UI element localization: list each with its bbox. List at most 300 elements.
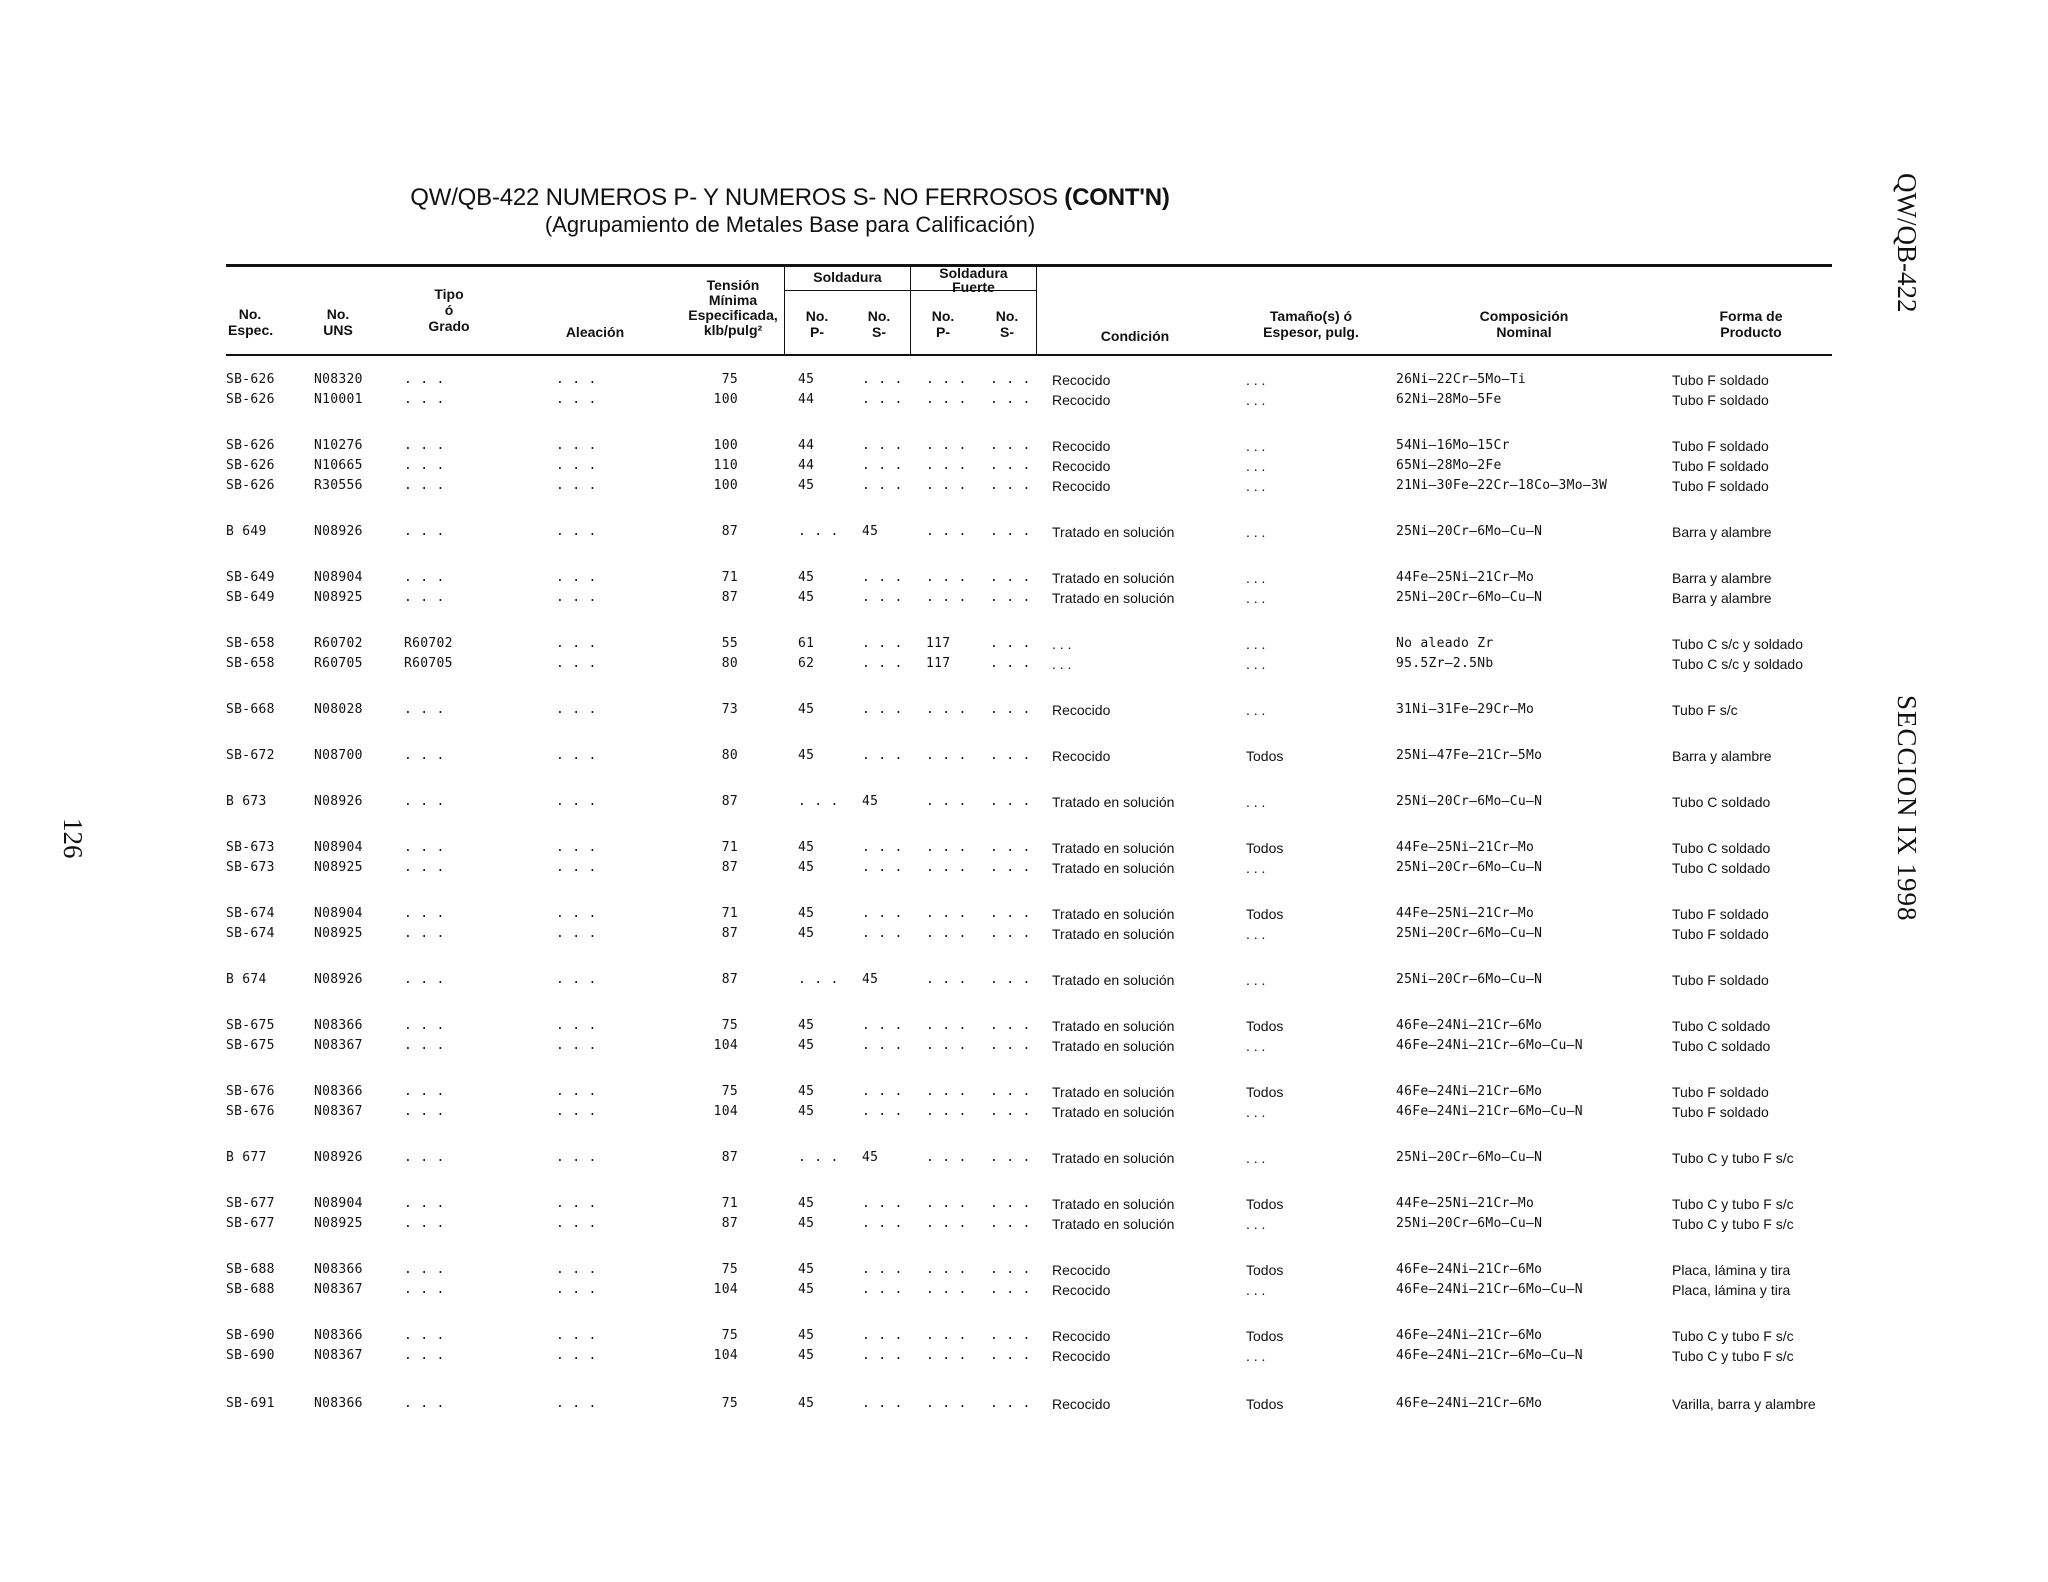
cell-sold-p: 45 [798, 1104, 815, 1119]
cell-fuerte-p: . . . [926, 906, 967, 921]
header-tension: Tensión Mínima Especificada, klb/pulg² [688, 277, 778, 338]
header-condicion: Condición [1100, 328, 1170, 344]
cell-spec: SB-672 [226, 748, 275, 763]
cell-tipo: R60705 [404, 656, 453, 671]
cell-composicion: 21Ni–30Fe–22Cr–18Co–3Mo–3W [1396, 478, 1608, 493]
cell-aleacion: . . . [556, 1196, 597, 1211]
cell-condicion: Recocido [1052, 1262, 1111, 1278]
cell-uns: N08700 [314, 748, 363, 763]
cell-fuerte-p: . . . [926, 524, 967, 539]
cell-composicion: 44Fe–25Ni–21Cr–Mo [1396, 1196, 1535, 1211]
header-fuerte-no-s: No. S- [995, 308, 1019, 340]
cell-uns: N08366 [314, 1328, 363, 1343]
header-sold-no-p: No. P- [805, 308, 829, 340]
cell-composicion: 54Ni–16Mo–15Cr [1396, 438, 1510, 453]
cell-sold-p: 45 [798, 478, 815, 493]
cell-aleacion: . . . [556, 1348, 597, 1363]
cell-fuerte-s: . . . [990, 1084, 1031, 1099]
cell-fuerte-s: . . . [990, 524, 1031, 539]
cell-tension: 75 [721, 372, 738, 387]
cell-aleacion: . . . [556, 372, 597, 387]
cell-condicion: Tratado en solución [1052, 1084, 1175, 1100]
header-no-uns: No. UNS [323, 306, 353, 338]
cell-spec: SB-690 [226, 1328, 275, 1343]
cell-fuerte-s: . . . [990, 1396, 1031, 1411]
cell-fuerte-s: . . . [990, 570, 1031, 585]
cell-sold-s: . . . [862, 478, 903, 493]
cell-tipo: . . . [404, 1150, 445, 1165]
cell-tipo: . . . [404, 926, 445, 941]
cell-tension: 87 [721, 1150, 738, 1165]
cell-condicion: Tratado en solución [1052, 1104, 1175, 1120]
cell-condicion: Tratado en solución [1052, 794, 1175, 810]
cell-tension: 75 [721, 1396, 738, 1411]
cell-uns: N08366 [314, 1262, 363, 1277]
cell-uns: N08925 [314, 926, 363, 941]
cell-tipo: . . . [404, 1282, 445, 1297]
cell-forma: Tubo C s/c y soldado [1672, 656, 1803, 672]
cell-tamano: Todos [1246, 1084, 1284, 1100]
cell-tipo: . . . [404, 1038, 445, 1053]
cell-aleacion: . . . [556, 1018, 597, 1033]
cell-composicion: No aleado Zr [1396, 636, 1494, 651]
cell-uns: N08028 [314, 702, 363, 717]
cell-fuerte-s: . . . [990, 438, 1031, 453]
cell-condicion: Tratado en solución [1052, 926, 1175, 942]
cell-fuerte-s: . . . [990, 656, 1031, 671]
cell-forma: Tubo C y tubo F s/c [1672, 1150, 1794, 1166]
soldadura-divider-right [1036, 265, 1037, 355]
cell-sold-p: 45 [798, 590, 815, 605]
cell-tamano: Todos [1246, 1018, 1284, 1034]
cell-spec: B 649 [226, 524, 267, 539]
cell-tipo: . . . [404, 702, 445, 717]
cell-spec: SB-626 [226, 438, 275, 453]
header-sold-no-s: No. S- [867, 308, 891, 340]
cell-tension: 73 [721, 702, 738, 717]
cell-condicion: Recocido [1052, 748, 1111, 764]
cell-composicion: 26Ni–22Cr–5Mo–Ti [1396, 372, 1527, 387]
cell-fuerte-s: . . . [990, 840, 1031, 855]
cell-spec: SB-626 [226, 392, 275, 407]
cell-uns: N08367 [314, 1282, 363, 1297]
cell-aleacion: . . . [556, 392, 597, 407]
cell-sold-p: 45 [798, 1282, 815, 1297]
page-title [0, 184, 1580, 212]
cell-tipo: . . . [404, 1396, 445, 1411]
cell-tipo: . . . [404, 1018, 445, 1033]
cell-sold-s: . . . [862, 926, 903, 941]
cell-tension: 100 [713, 438, 738, 453]
cell-spec: SB-690 [226, 1348, 275, 1363]
cell-fuerte-s: . . . [990, 794, 1031, 809]
cell-fuerte-s: . . . [990, 478, 1031, 493]
cell-uns: R30556 [314, 478, 363, 493]
cell-fuerte-s: . . . [990, 1038, 1031, 1053]
cell-sold-s: . . . [862, 570, 903, 585]
cell-forma: Tubo F soldado [1672, 372, 1769, 388]
cell-sold-s: . . . [862, 702, 903, 717]
cell-sold-p: 45 [798, 1084, 815, 1099]
cell-fuerte-s: . . . [990, 1262, 1031, 1277]
cell-spec: SB-668 [226, 702, 275, 717]
cell-forma: Barra y alambre [1672, 748, 1772, 764]
cell-forma: Tubo F s/c [1672, 702, 1738, 718]
cell-composicion: 62Ni–28Mo–5Fe [1396, 392, 1502, 407]
cell-forma: Tubo F soldado [1672, 438, 1769, 454]
cell-uns: N08367 [314, 1038, 363, 1053]
cell-spec: SB-677 [226, 1216, 275, 1231]
cell-composicion: 44Fe–25Ni–21Cr–Mo [1396, 840, 1535, 855]
cell-aleacion: . . . [556, 1262, 597, 1277]
cell-sold-s: . . . [862, 748, 903, 763]
cell-sold-s: . . . [862, 1216, 903, 1231]
cell-sold-p: 45 [798, 906, 815, 921]
cell-aleacion: . . . [556, 1084, 597, 1099]
cell-sold-p: . . . [798, 972, 839, 987]
cell-forma: Barra y alambre [1672, 524, 1772, 540]
cell-tamano: . . . [1246, 1038, 1266, 1054]
cell-tension: 100 [713, 392, 738, 407]
cell-forma: Tubo C soldado [1672, 794, 1771, 810]
cell-tension: 80 [721, 748, 738, 763]
side-code-label: QW/QB-422 [1892, 173, 1922, 313]
cell-condicion: Recocido [1052, 1282, 1111, 1298]
cell-composicion: 25Ni–20Cr–6Mo–Cu–N [1396, 972, 1543, 987]
title-main: QW/QB-422 NUMEROS P- Y NUMEROS S- NO FERROSOS [410, 184, 1058, 211]
cell-condicion: Recocido [1052, 478, 1111, 494]
cell-condicion: Tratado en solución [1052, 906, 1175, 922]
cell-sold-s: . . . [862, 1196, 903, 1211]
cell-uns: N08366 [314, 1084, 363, 1099]
cell-spec: B 677 [226, 1150, 267, 1165]
cell-spec: SB-658 [226, 656, 275, 671]
header-tipo-grado: Tipo ó Grado [428, 286, 470, 334]
cell-composicion: 46Fe–24Ni–21Cr–6Mo [1396, 1018, 1543, 1033]
cell-aleacion: . . . [556, 458, 597, 473]
cell-tamano: . . . [1246, 570, 1266, 586]
cell-sold-s: . . . [862, 1038, 903, 1053]
cell-tamano: . . . [1246, 794, 1266, 810]
cell-forma: Tubo C y tubo F s/c [1672, 1196, 1794, 1212]
cell-condicion: Tratado en solución [1052, 1150, 1175, 1166]
cell-aleacion: . . . [556, 1150, 597, 1165]
cell-tamano: . . . [1246, 1150, 1266, 1166]
cell-uns: N08926 [314, 972, 363, 987]
cell-aleacion: . . . [556, 636, 597, 651]
cell-fuerte-p: 117 [926, 656, 951, 671]
cell-tension: 55 [721, 636, 738, 651]
cell-tipo: . . . [404, 860, 445, 875]
cell-tamano: . . . [1246, 438, 1266, 454]
cell-tamano: . . . [1246, 926, 1266, 942]
cell-composicion: 25Ni–20Cr–6Mo–Cu–N [1396, 590, 1543, 605]
cell-tension: 100 [713, 478, 738, 493]
cell-tamano: Todos [1246, 1396, 1284, 1412]
cell-sold-p: 45 [798, 1196, 815, 1211]
cell-sold-p: 44 [798, 458, 815, 473]
cell-tipo: . . . [404, 840, 445, 855]
cell-tamano: . . . [1246, 392, 1266, 408]
cell-forma: Tubo C y tubo F s/c [1672, 1328, 1794, 1344]
cell-fuerte-p: . . . [926, 926, 967, 941]
cell-spec: SB-673 [226, 860, 275, 875]
cell-tipo: . . . [404, 1328, 445, 1343]
cell-condicion: Tratado en solución [1052, 524, 1175, 540]
cell-composicion: 65Ni–28Mo–2Fe [1396, 458, 1502, 473]
cell-uns: N08925 [314, 860, 363, 875]
cell-tipo: . . . [404, 1196, 445, 1211]
cell-sold-s: . . . [862, 840, 903, 855]
cell-forma: Tubo F soldado [1672, 972, 1769, 988]
cell-tension: 87 [721, 1216, 738, 1231]
cell-sold-p: 45 [798, 702, 815, 717]
cell-sold-s: 45 [862, 524, 879, 539]
cell-aleacion: . . . [556, 926, 597, 941]
header-no-espec: No. Espec. [228, 306, 274, 338]
cell-composicion: 46Fe–24Ni–21Cr–6Mo–Cu–N [1396, 1104, 1583, 1119]
cell-tension: 87 [721, 590, 738, 605]
cell-fuerte-p: . . . [926, 972, 967, 987]
cell-uns: N08366 [314, 1396, 363, 1411]
cell-aleacion: . . . [556, 524, 597, 539]
cell-condicion: Tratado en solución [1052, 860, 1175, 876]
cell-fuerte-s: . . . [990, 1328, 1031, 1343]
cell-aleacion: . . . [556, 906, 597, 921]
cell-condicion: . . . [1052, 636, 1072, 652]
cell-composicion: 46Fe–24Ni–21Cr–6Mo [1396, 1262, 1543, 1277]
cell-fuerte-p: . . . [926, 794, 967, 809]
cell-uns: N10001 [314, 392, 363, 407]
cell-tension: 80 [721, 656, 738, 671]
cell-sold-p: 62 [798, 656, 815, 671]
cell-sold-p: 45 [798, 860, 815, 875]
cell-composicion: 46Fe–24Ni–21Cr–6Mo [1396, 1328, 1543, 1343]
cell-sold-s: . . . [862, 1018, 903, 1033]
cell-uns: N08925 [314, 590, 363, 605]
cell-condicion: Recocido [1052, 458, 1111, 474]
cell-condicion: Tratado en solución [1052, 1196, 1175, 1212]
cell-forma: Tubo F soldado [1672, 478, 1769, 494]
cell-tipo: . . . [404, 1262, 445, 1277]
cell-sold-s: . . . [862, 458, 903, 473]
cell-spec: B 673 [226, 794, 267, 809]
cell-forma: Tubo F soldado [1672, 458, 1769, 474]
cell-fuerte-p: . . . [926, 1038, 967, 1053]
cell-forma: Tubo C soldado [1672, 1038, 1771, 1054]
cell-uns: N08904 [314, 1196, 363, 1211]
cell-fuerte-p: . . . [926, 860, 967, 875]
cell-spec: SB-674 [226, 926, 275, 941]
cell-tamano: Todos [1246, 840, 1284, 856]
cell-composicion: 46Fe–24Ni–21Cr–6Mo–Cu–N [1396, 1282, 1583, 1297]
cell-composicion: 25Ni–20Cr–6Mo–Cu–N [1396, 926, 1543, 941]
cell-fuerte-p: 117 [926, 636, 951, 651]
cell-tension: 104 [713, 1282, 738, 1297]
cell-composicion: 31Ni–31Fe–29Cr–Mo [1396, 702, 1535, 717]
cell-forma: Tubo F soldado [1672, 1104, 1769, 1120]
cell-uns: N08904 [314, 570, 363, 585]
cell-sold-s: . . . [862, 1084, 903, 1099]
cell-uns: N08904 [314, 840, 363, 855]
cell-sold-p: . . . [798, 794, 839, 809]
cell-tipo: . . . [404, 748, 445, 763]
cell-tension: 71 [721, 1196, 738, 1211]
cell-fuerte-p: . . . [926, 590, 967, 605]
cell-sold-s: . . . [862, 1328, 903, 1343]
cell-tension: 104 [713, 1104, 738, 1119]
cell-tamano: . . . [1246, 1216, 1266, 1232]
cell-tamano: Todos [1246, 1196, 1284, 1212]
cell-uns: N10665 [314, 458, 363, 473]
cell-tension: 71 [721, 906, 738, 921]
cell-uns: N08904 [314, 906, 363, 921]
cell-fuerte-s: . . . [990, 906, 1031, 921]
cell-fuerte-p: . . . [926, 1104, 967, 1119]
cell-sold-s: . . . [862, 636, 903, 651]
cell-fuerte-p: . . . [926, 1396, 967, 1411]
header-composicion: Composición Nominal [1479, 308, 1569, 340]
cell-sold-p: 44 [798, 392, 815, 407]
cell-aleacion: . . . [556, 1104, 597, 1119]
cell-fuerte-s: . . . [990, 1348, 1031, 1363]
cell-tipo: . . . [404, 1348, 445, 1363]
cell-aleacion: . . . [556, 972, 597, 987]
cell-sold-p: 45 [798, 748, 815, 763]
cell-forma: Placa, lámina y tira [1672, 1282, 1791, 1298]
cell-sold-s: 45 [862, 794, 879, 809]
cell-uns: N08320 [314, 372, 363, 387]
side-section-label: SECCION IX 1998 [1892, 695, 1922, 922]
cell-fuerte-s: . . . [990, 1018, 1031, 1033]
cell-condicion: Tratado en solución [1052, 840, 1175, 856]
cell-uns: N08926 [314, 794, 363, 809]
cell-fuerte-s: . . . [990, 1282, 1031, 1297]
cell-sold-s: . . . [862, 1262, 903, 1277]
cell-composicion: 95.5Zr–2.5Nb [1396, 656, 1494, 671]
cell-tipo: . . . [404, 906, 445, 921]
cell-sold-p: 45 [798, 570, 815, 585]
cell-sold-p: . . . [798, 524, 839, 539]
cell-spec: SB-676 [226, 1084, 275, 1099]
header-rule-bottom [226, 354, 1832, 356]
cell-forma: Varilla, barra y alambre [1672, 1396, 1816, 1412]
cell-sold-s: 45 [862, 972, 879, 987]
cell-forma: Tubo F soldado [1672, 1084, 1769, 1100]
header-soldadura-fuerte: Soldadura Fuerte [939, 265, 1008, 295]
cell-fuerte-s: . . . [990, 926, 1031, 941]
cell-spec: SB-677 [226, 1196, 275, 1211]
cell-composicion: 46Fe–24Ni–21Cr–6Mo [1396, 1396, 1543, 1411]
cell-sold-p: 45 [798, 1328, 815, 1343]
cell-fuerte-s: . . . [990, 458, 1031, 473]
cell-aleacion: . . . [556, 438, 597, 453]
cell-tipo: . . . [404, 570, 445, 585]
cell-sold-s: . . . [862, 1104, 903, 1119]
cell-sold-p: 45 [798, 926, 815, 941]
cell-uns: R60702 [314, 636, 363, 651]
cell-aleacion: . . . [556, 1328, 597, 1343]
cell-fuerte-s: . . . [990, 372, 1031, 387]
cell-condicion: Tratado en solución [1052, 1216, 1175, 1232]
cell-tension: 104 [713, 1038, 738, 1053]
cell-fuerte-s: . . . [990, 636, 1031, 651]
cell-tension: 104 [713, 1348, 738, 1363]
cell-fuerte-p: . . . [926, 1262, 967, 1277]
cell-aleacion: . . . [556, 656, 597, 671]
cell-sold-s: . . . [862, 1282, 903, 1297]
cell-forma: Placa, lámina y tira [1672, 1262, 1791, 1278]
cell-fuerte-p: . . . [926, 372, 967, 387]
page-subtitle: (Agrupamiento de Metales Base para Calificación) [544, 212, 1036, 237]
cell-composicion: 44Fe–25Ni–21Cr–Mo [1396, 570, 1535, 585]
cell-tamano: . . . [1246, 458, 1266, 474]
cell-sold-p: 45 [798, 1396, 815, 1411]
cell-sold-s: . . . [862, 392, 903, 407]
cell-tipo: R60702 [404, 636, 453, 651]
cell-tension: 71 [721, 570, 738, 585]
cell-tipo: . . . [404, 478, 445, 493]
cell-tamano: Todos [1246, 906, 1284, 922]
cell-spec: B 674 [226, 972, 267, 987]
cell-tension: 87 [721, 524, 738, 539]
cell-sold-p: 45 [798, 1348, 815, 1363]
cell-tension: 75 [721, 1084, 738, 1099]
cell-tamano: . . . [1246, 1104, 1266, 1120]
cell-sold-s: . . . [862, 590, 903, 605]
cell-fuerte-s: . . . [990, 748, 1031, 763]
cell-composicion: 25Ni–20Cr–6Mo–Cu–N [1396, 794, 1543, 809]
header-tamano: Tamaño(s) ó Espesor, pulg. [1263, 308, 1359, 340]
cell-composicion: 25Ni–20Cr–6Mo–Cu–N [1396, 1150, 1543, 1165]
cell-fuerte-p: . . . [926, 1348, 967, 1363]
cell-condicion: Tratado en solución [1052, 1038, 1175, 1054]
cell-tension: 71 [721, 840, 738, 855]
title-contn: (CONT'N) [1064, 184, 1170, 211]
cell-tamano: . . . [1246, 636, 1266, 652]
cell-sold-p: 45 [798, 1216, 815, 1231]
cell-composicion: 44Fe–25Ni–21Cr–Mo [1396, 906, 1535, 921]
cell-composicion: 46Fe–24Ni–21Cr–6Mo–Cu–N [1396, 1348, 1583, 1363]
cell-uns: N08926 [314, 1150, 363, 1165]
cell-sold-p: . . . [798, 1150, 839, 1165]
cell-spec: SB-626 [226, 458, 275, 473]
cell-aleacion: . . . [556, 860, 597, 875]
cell-sold-s: . . . [862, 438, 903, 453]
cell-forma: Tubo C s/c y soldado [1672, 636, 1803, 652]
cell-condicion: Tratado en solución [1052, 590, 1175, 606]
cell-tipo: . . . [404, 1104, 445, 1119]
cell-condicion: . . . [1052, 656, 1072, 672]
cell-fuerte-p: . . . [926, 1150, 967, 1165]
cell-forma: Tubo F soldado [1672, 926, 1769, 942]
cell-spec: SB-649 [226, 590, 275, 605]
page-number: 126 [58, 818, 88, 859]
cell-tipo: . . . [404, 794, 445, 809]
cell-fuerte-s: . . . [990, 702, 1031, 717]
cell-sold-s: . . . [862, 372, 903, 387]
cell-sold-s: 45 [862, 1150, 879, 1165]
cell-tipo: . . . [404, 524, 445, 539]
cell-sold-p: 45 [798, 840, 815, 855]
cell-fuerte-s: . . . [990, 590, 1031, 605]
cell-fuerte-p: . . . [926, 1216, 967, 1231]
cell-tipo: . . . [404, 1216, 445, 1231]
cell-tension: 87 [721, 926, 738, 941]
cell-spec: SB-675 [226, 1038, 275, 1053]
cell-condicion: Recocido [1052, 702, 1111, 718]
cell-forma: Tubo C y tubo F s/c [1672, 1348, 1794, 1364]
